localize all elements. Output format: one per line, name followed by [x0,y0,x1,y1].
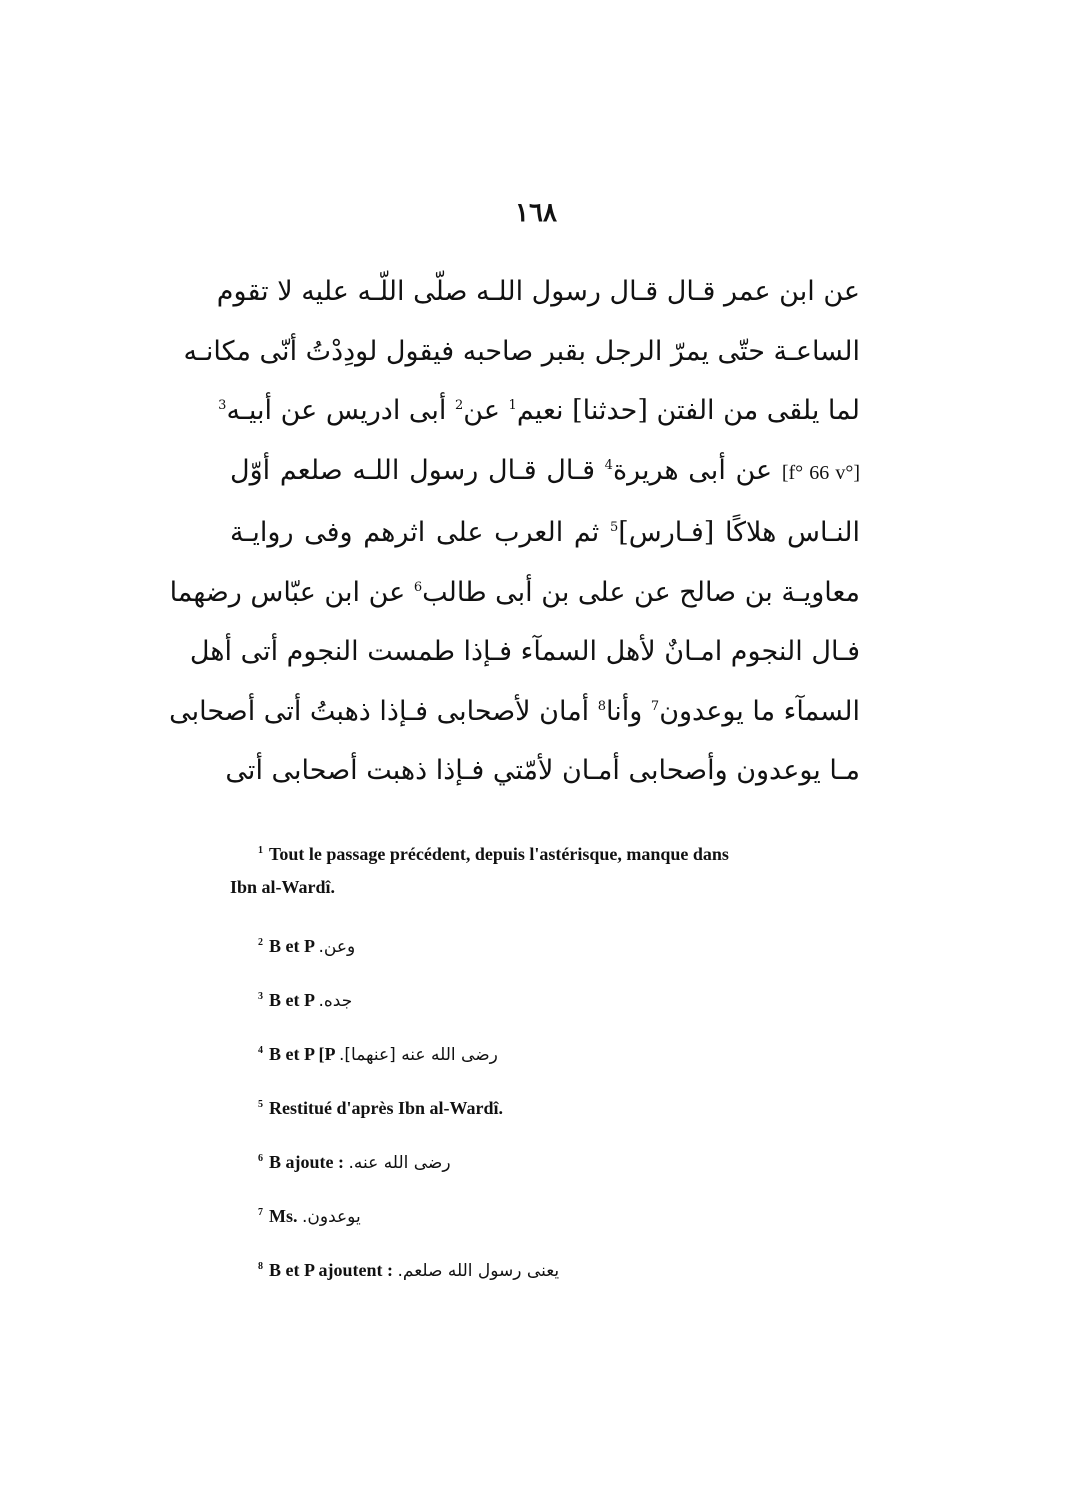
footnote-ref: 1 [508,398,517,413]
arabic-line-9: مـا يوعدون وأصحابى أمـان لأمّتي فـإذا ذهبت أصحابى أتى [225,755,860,786]
arabic-line-5: النـاس هلاكًا [فـارس]$^5$ ثم العرب على اثرهم وفى روايـة [230,517,860,548]
footnote-5: $^5$ Restitué d'après Ibn al-Wardî. [258,1098,504,1118]
footnote-ref: 2 [455,398,464,413]
footnote-4: $^4$ B et P [P رضى الله عنه [عنهما]. [258,1044,498,1065]
footnote-ref: 7 [650,698,660,714]
page-number: ١٦٨ [515,198,557,228]
footnote-2: $^2$ B et P وعن. [258,936,356,957]
arabic-line-6: معاويـة بن صالح عن على بن أبى طالب$^6$ عن ابن عبّاس رضهما [169,576,860,608]
footnotes [230,838,860,1280]
footnote-3: $^3$ B et P جده. [258,990,353,1011]
arabic-text-block [169,262,860,801]
arabic-line-2: الساعـة حتّى يمرّ الرجل بقبر صاحبه فيقول لودِدْتُ أنّى مكانـه [183,335,860,367]
footnote-ref: 4 [604,457,613,473]
footnote-8: $^8$ B et P ajoutent : يعنى رسول الله صلعم. [258,1260,560,1281]
footnote-ref: 3 [218,398,227,413]
footnote-ref: 8 [597,698,607,714]
footnote-1-continuation: Ibn al-Wardî. [230,877,336,897]
footnote-ref: 5 [609,520,619,535]
footnote-ref: 6 [413,579,423,595]
footnote-1: $^1$ Tout le passage précédent, depuis l'astérisque, manque dans [258,844,729,864]
arabic-line-7: فـال النجوم امـانٌ لأهل السمآء فـإذا طمست النجوم أتى أهل [189,636,860,667]
arabic-line-4: [f° 66 v°] عن أبى هريرة$^4$ قـال قـال رسول اللـه صلعم أوّل [230,454,860,486]
footnote-7: $^7$ Ms. يوعدون. [258,1206,361,1227]
arabic-line-3: لما يلقى من الفتن [حدثنا] نعيم$^1$ عن$^2$ أبى ادريس عن أبيـه$^3$ [218,395,860,426]
folio-marker: [f° 66 v°] [781,461,860,484]
footnote-6: $^6$ B ajoute : رضى الله عنه. [258,1152,451,1173]
arabic-line-8: السمآء ما يوعدون$^7$ وأنا$^8$ أمان لأصحابى فـإذا ذهبتُ أتى أصحابى [169,695,860,727]
arabic-line-1: عن ابن عمر قـال قـال رسول اللـه صلّى اللّـه عليه لا تقوم [216,276,860,307]
